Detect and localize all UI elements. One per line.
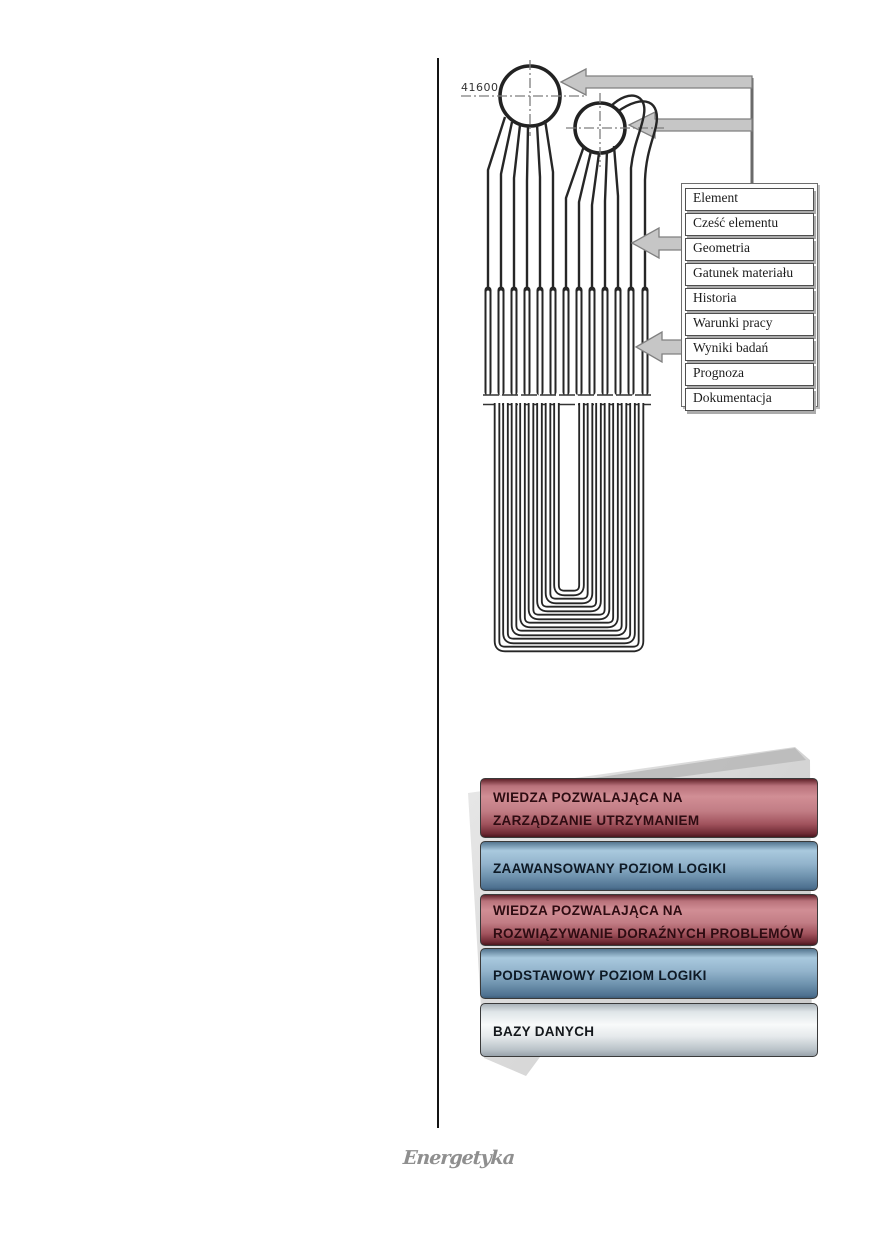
layer-bar-basic-logic: [480, 948, 818, 999]
figure-superheater: [450, 55, 872, 670]
column-divider-line: [437, 58, 439, 1128]
layer-text: ZAAWANSOWANY POZIOM LOGIKI: [493, 861, 727, 876]
info-box-warunki: Warunki pracy: [685, 313, 814, 336]
layer-bar-problem-knowledge: [480, 894, 818, 946]
layer-text: BAZY DANYCH: [493, 1024, 595, 1039]
info-box-dokumentacja: Dokumentacja: [685, 388, 814, 411]
coil-tubes: [497, 403, 641, 649]
figure-knowledge-layers: [455, 740, 872, 1090]
layer-bar-databases: [480, 1003, 818, 1057]
arrow-left-icon: [629, 112, 752, 138]
arrow-left-icon: [632, 228, 687, 258]
layer-bar-advanced-logic: [480, 841, 818, 891]
layer-text: ROZWIĄZYWANIE DORAŹNYCH PROBLEMÓW: [493, 926, 804, 941]
dimension-label: 41600: [461, 81, 499, 94]
info-box-historia: Historia: [685, 288, 814, 311]
arrow-left-icon: [561, 69, 752, 95]
info-box-czesc: Cześć elementu: [685, 213, 814, 236]
layer-text: ZARZĄDZANIE UTRZYMANIEM: [493, 813, 700, 828]
info-box-gatunek: Gatunek materiału: [685, 263, 814, 286]
layer-text: WIEDZA POZWALAJĄCA NA: [493, 790, 683, 805]
info-box-geometria: Geometria: [685, 238, 814, 261]
info-box-prognoza: Prognoza: [685, 363, 814, 386]
info-box-stack: [681, 183, 818, 407]
info-box-element: Element: [685, 188, 814, 211]
info-box-wyniki: Wyniki badań: [685, 338, 814, 361]
layer-text: WIEDZA POZWALAJĄCA NA: [493, 903, 683, 918]
layer-text: PODSTAWOWY POZIOM LOGIKI: [493, 968, 707, 983]
journal-logo: Energetyka: [402, 1147, 515, 1169]
layer-bar-maintenance-knowledge: [480, 778, 818, 838]
